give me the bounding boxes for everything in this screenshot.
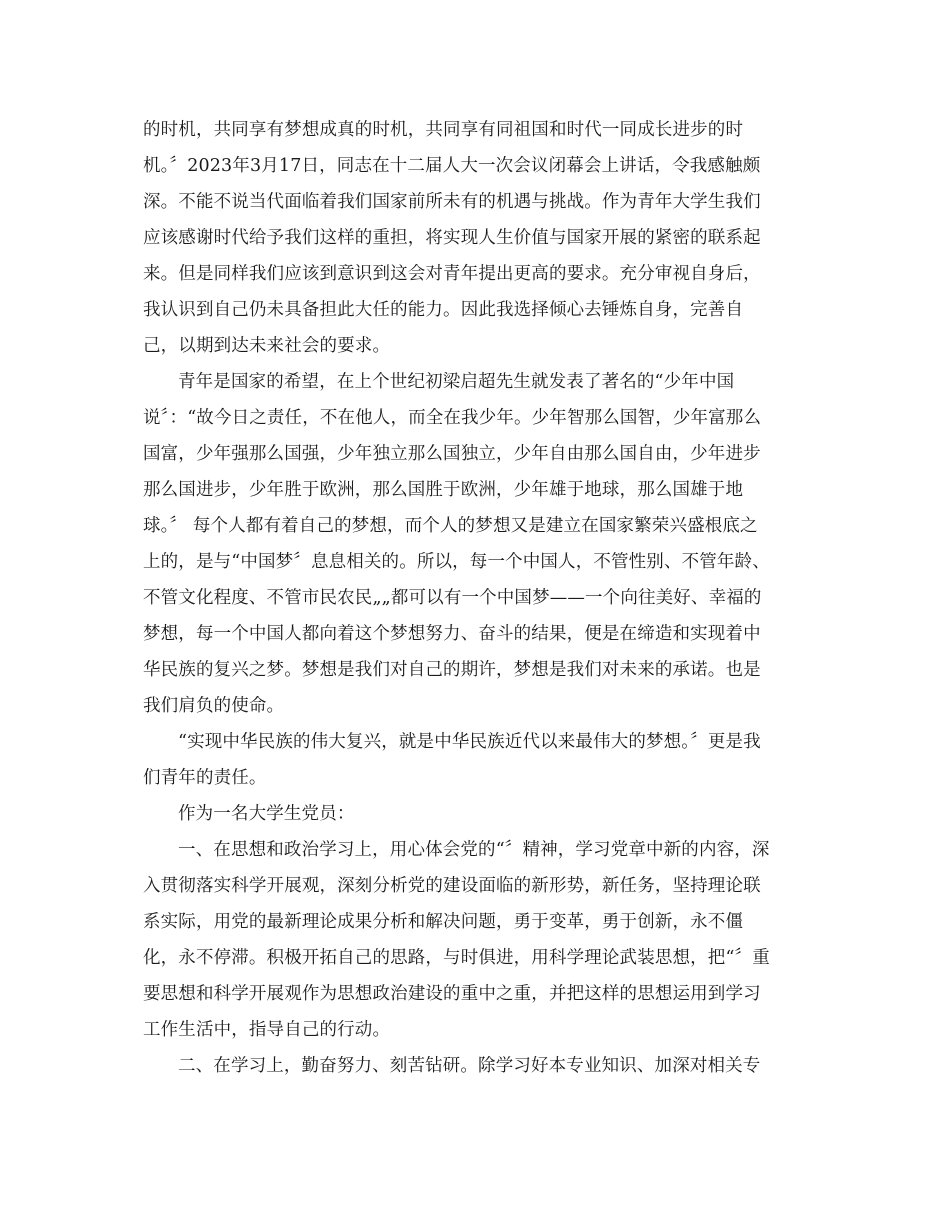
text-line: 那么国进步，少年胜于欧洲，那么国胜于欧洲，少年雄于地球，那么国雄于地 xyxy=(143,480,744,500)
text-line: 球。〞 每个人都有着自己的梦想，而个人的梦想又是建立在国家繁荣兴盛根底之 xyxy=(143,516,758,536)
text-line: 己，以期到达未来社会的要求。 xyxy=(143,336,391,356)
text-line: 工作生活中，指导自己的行动。 xyxy=(143,1020,391,1040)
paragraph-first-line: 青年是国家的希望，在上个世纪初梁启超先生就发表了著名的“少年中国 xyxy=(178,372,735,392)
paragraph-first-line: 一、在思想和政治学习上，用心体会党的“〞精神，学习党章中新的内容，深 xyxy=(178,840,770,860)
text-line: 我们肩负的使命。 xyxy=(143,696,285,716)
text-line: 深。不能不说当代面临着我们国家前所未有的机遇与挑战。作为青年大学生我们 xyxy=(143,192,761,212)
paragraph-first-line: “实现中华民族的伟大复兴，就是中华民族近代以来最伟大的梦想。〞更是我 xyxy=(178,732,761,752)
text-line: 梦想，每一个中国人都向着这个梦想努力、奋斗的结果，便是在缔造和实现着中 xyxy=(143,624,761,644)
text-line: 上的，是与“中国梦〞息息相关的。所以，每一个中国人，不管性别、不管年龄、 xyxy=(143,552,770,572)
paragraph-first-line: 作为一名大学生党员： xyxy=(178,804,355,824)
text-line: 我认识到自己仍未具备担此大任的能力。因此我选择倾心去锤炼自身，完善自 xyxy=(143,300,744,320)
text-line: 机。〞2023年3月17日，同志在十二届人大一次会议闭幕会上讲话，令我感触颇 xyxy=(143,156,761,176)
text-line: 应该感谢时代给予我们这样的重担，将实现人生价值与国家开展的紧密的联系起 xyxy=(143,228,761,248)
text-line: 的时机，共同享有梦想成真的时机，共同享有同祖国和时代一同成长进步的时 xyxy=(143,120,744,140)
text-line: 入贯彻落实科学开展观，深刻分析党的建设面临的新形势，新任务，坚持理论联 xyxy=(143,876,761,896)
text-line: 系实际，用党的最新理论成果分析和解决问题，勇于变革，勇于创新，永不僵 xyxy=(143,912,744,932)
text-line: 要思想和科学开展观作为思想政治建设的重中之重，并把这样的思想运用到学习 xyxy=(143,984,761,1004)
text-line: 不管文化程度、不管市民农民„„都可以有一个中国梦——一个向往美好、幸福的 xyxy=(143,588,762,608)
text-line: 来。但是同样我们应该到意识到这会对青年提出更高的要求。充分审视自身后， xyxy=(143,264,761,284)
text-line: 们青年的责任。 xyxy=(143,768,267,788)
paragraph-first-line: 二、在学习上，勤奋努力、刻苦钻研。除学习好本专业知识、加深对相关专 xyxy=(178,1056,761,1076)
text-line: 说〞：“故今日之责任，不在他人，而全在我少年。少年智那么国智，少年富那么 xyxy=(143,408,762,428)
text-line: 华民族的复兴之梦。梦想是我们对自己的期许，梦想是我们对未来的承诺。也是 xyxy=(143,660,761,680)
text-line: 国富，少年强那么国强，少年独立那么国独立，少年自由那么国自由，少年进步 xyxy=(143,444,761,464)
text-line: 化，永不停滞。积极开拓自己的思路，与时俱进，用科学理论武装思想，把“〞重 xyxy=(143,948,770,968)
